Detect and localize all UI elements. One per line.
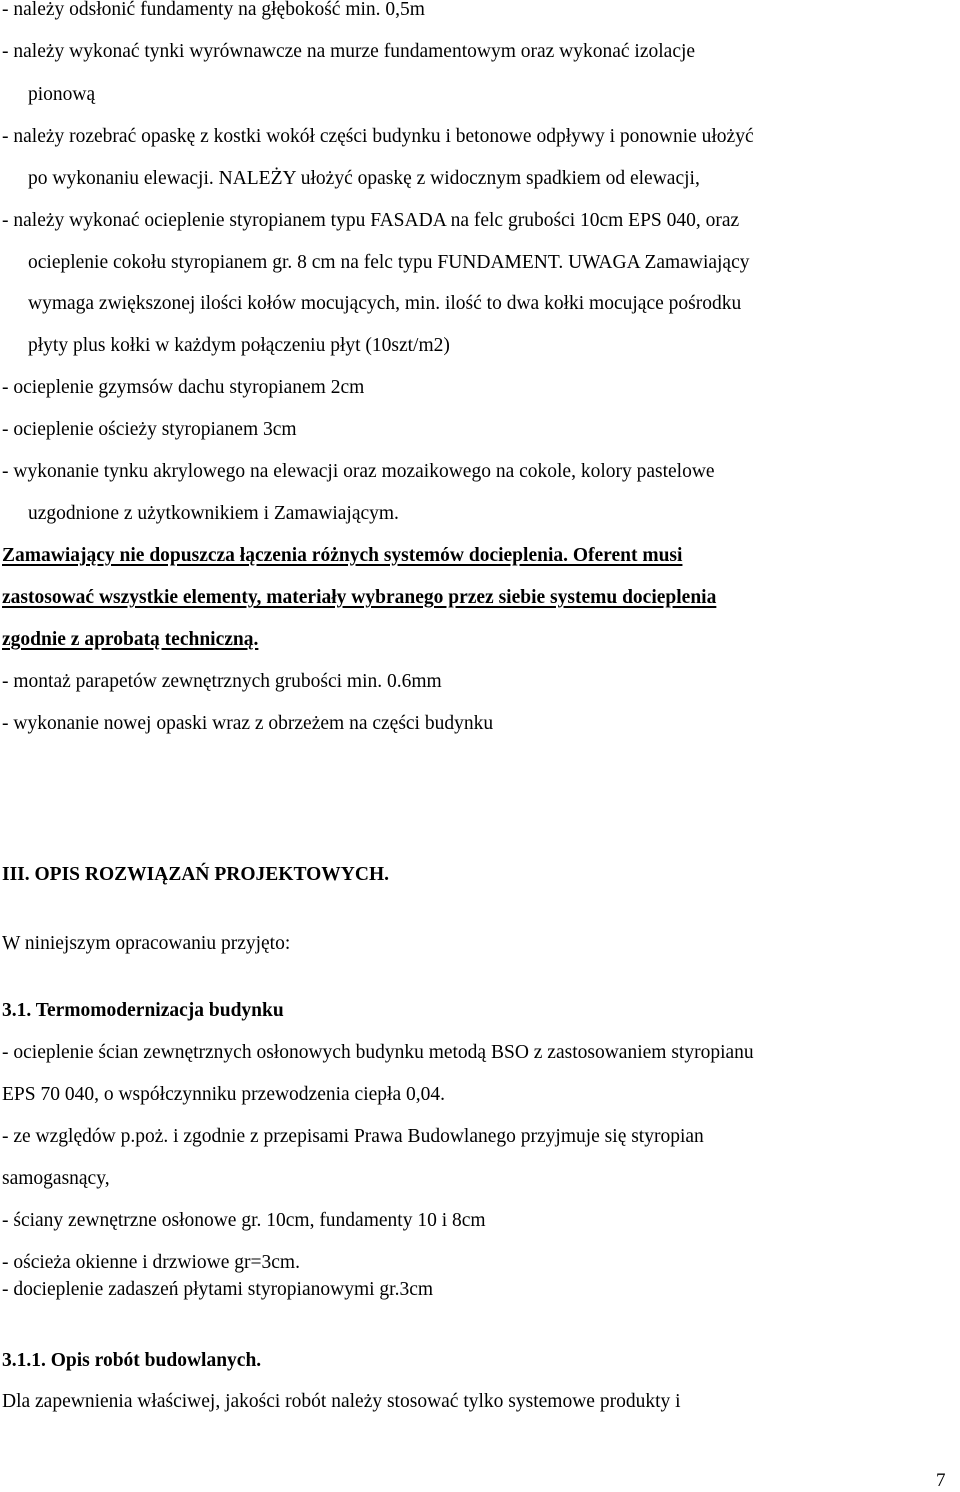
emphasized-note-line: zgodnie z aprobatą techniczną.	[2, 629, 259, 650]
subsection-heading: 3.1.1. Opis robót budowlanych.	[2, 1350, 262, 1371]
text-line: - wykonanie nowej opaski wraz z obrzeżem na części budynku	[2, 713, 494, 734]
text-line: - ocieplenie ścian zewnętrznych osłonowych budynku metodą BSO z zastosowaniem styropianu	[2, 1042, 754, 1063]
text-line: - należy wykonać ocieplenie styropianem typu FASADA na felc grubości 10cm EPS 040, oraz	[2, 210, 740, 231]
text-line: Dla zapewnienia właściwej, jakości robót należy stosować tylko systemowe produkty i	[2, 1391, 681, 1412]
text-line: - należy rozebrać opaskę z kostki wokół części budynku i betonowe odpływy i ponownie ułożyć	[2, 126, 754, 147]
text-line: - ocieplenie gzymsów dachu styropianem 2cm	[2, 377, 365, 398]
text-line: ocieplenie cokołu styropianem gr. 8 cm na felc typu FUNDAMENT. UWAGA Zamawiający	[28, 252, 750, 273]
subsection-heading: 3.1. Termomodernizacja budynku	[2, 1000, 284, 1021]
text-line: płyty plus kołki w każdym połączeniu płyt (10szt/m2)	[28, 335, 450, 356]
text-line: - wykonanie tynku akrylowego na elewacji oraz mozaikowego na cokole, kolory pastelowe	[2, 461, 715, 482]
emphasized-note-line: zastosować wszystkie elementy, materiały wybranego przez siebie systemu docieplenia	[2, 587, 717, 608]
emphasized-note-line: Zamawiający nie dopuszcza łączenia różnych systemów docieplenia. Oferent musi	[2, 545, 683, 566]
page-number: 7	[936, 1470, 946, 1491]
text-line: wymaga zwiększonej ilości kołów mocujących, min. ilość to dwa kołki mocujące pośrodku	[28, 293, 742, 314]
text-line: W niniejszym opracowaniu przyjęto:	[2, 933, 291, 954]
text-line: - ściany zewnętrzne osłonowe gr. 10cm, fundamenty 10 i 8cm	[2, 1210, 486, 1231]
text-line: - ze względów p.poż. i zgodnie z przepisami Prawa Budowlanego przyjmuje się styropian	[2, 1126, 704, 1147]
text-line: po wykonaniu elewacji. NALEŻY ułożyć opaskę z widocznym spadkiem od elewacji,	[28, 168, 700, 189]
text-line: - ościeża okienne i drzwiowe gr=3cm.	[2, 1252, 300, 1273]
text-line: EPS 70 040, o współczynniku przewodzenia ciepła 0,04.	[2, 1084, 445, 1105]
text-line: - należy odsłonić fundamenty na głębokość min. 0,5m	[2, 0, 425, 20]
text-line: - ocieplenie ościeży styropianem 3cm	[2, 419, 297, 440]
text-line: samogasnący,	[2, 1168, 110, 1189]
section-heading: III. OPIS ROZWIĄZAŃ PROJEKTOWYCH.	[2, 864, 389, 885]
text-line: uzgodnione z użytkownikiem i Zamawiającym.	[28, 503, 399, 524]
text-line: - docieplenie zadaszeń płytami styropianowymi gr.3cm	[2, 1279, 434, 1300]
text-line: pionową	[28, 84, 96, 105]
text-line: - montaż parapetów zewnętrznych grubości min. 0.6mm	[2, 671, 442, 692]
text-line: - należy wykonać tynki wyrównawcze na murze fundamentowym oraz wykonać izolacje	[2, 41, 696, 62]
